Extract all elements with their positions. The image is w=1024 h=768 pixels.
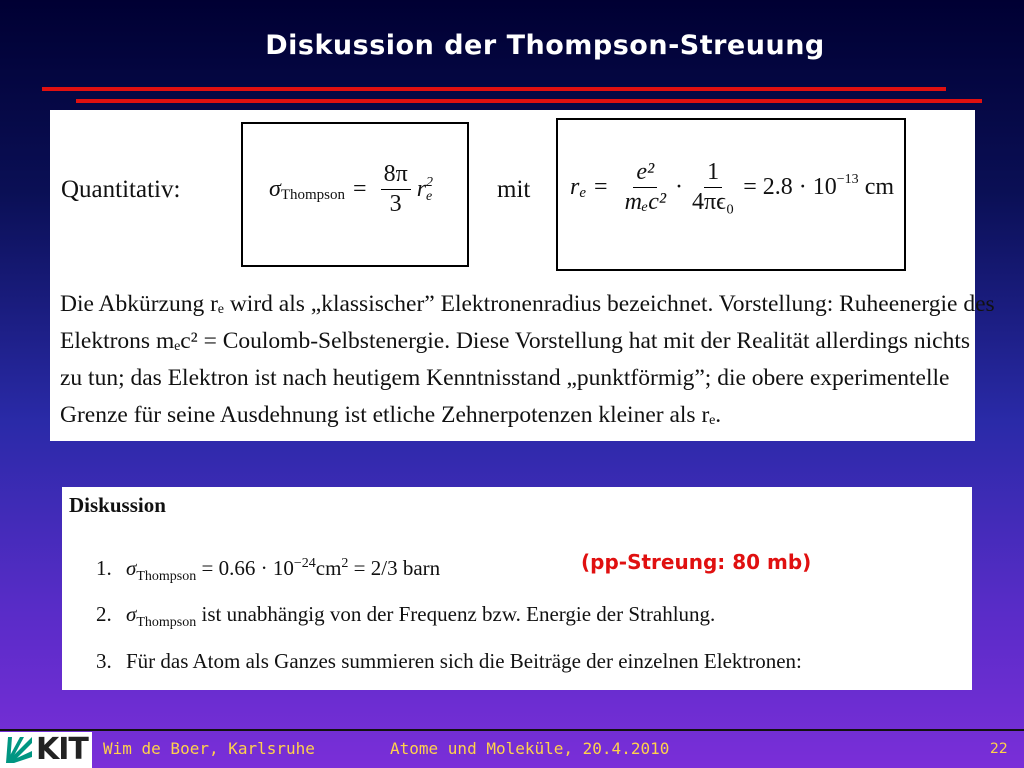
kit-logo-text: KIT (36, 732, 88, 767)
discussion-item-1: 1. $\sigma_{Thompson} = 0.66 \cdot 10^{-24}cm^2 = 2/3$ barn (96, 556, 441, 584)
footer-author: Wim de Boer, Karlsruhe (103, 739, 315, 758)
explanation-paragraph (60, 286, 995, 434)
kit-logo (0, 732, 92, 768)
thompson-formula-box (241, 122, 469, 267)
mit-label: mit (497, 176, 531, 203)
discussion-item-3: 3. Für das Atom als Ganzes summieren sich die Beiträge der einzelnen Elektronen: (96, 649, 802, 673)
title-rule-upper (42, 87, 946, 91)
quantitativ-label: Quantitativ: (61, 176, 181, 203)
discussion-panel (62, 487, 972, 690)
paragraph-line: Die Abkürzung rₑ wird als „klassischer” Elektronenradius bezeichnet. Vorstellung: Ruheenergie des (60, 291, 995, 317)
title-rule-lower (76, 99, 982, 103)
pp-scattering-note: (pp-Streung: 80 mb) (581, 550, 812, 574)
classical-electron-radius-formula: r e = $\frac{\text{e²}}{\text{mₑc²}}$ · $\frac{1}{\text{4πϵ₀}}$ = 2.8 · 10 $^{-13}$ cm (570, 159, 895, 216)
discussion-heading: Diskussion (69, 493, 166, 517)
slide-title: Diskussion der Thompson-Streuung (265, 30, 825, 61)
footer-divider (0, 729, 1024, 731)
paragraph-line: Grenze für seine Ausdehnung ist etliche Zehnerpotenzen kleiner als rₑ. (60, 402, 722, 428)
discussion-item-2: 2. $\sigma_{Thompson}$ ist unabhängig von der Frequenz bzw. Energie der Strahlung. (96, 602, 716, 630)
definition-panel (50, 110, 995, 441)
footer-course: Atome und Moleküle, 20.4.2010 (390, 739, 670, 758)
thompson-cross-section-formula: σ Thompson = $\frac{8\pi}{3}$ r 2 e (269, 161, 434, 218)
kit-logo-icon (4, 735, 34, 765)
paragraph-line: zu tun; das Elektron ist nach heutigem Kenntnisstand „punktförmig”; die obere experimentelle (60, 365, 950, 391)
paragraph-line: Elektrons mₑc² = Coulomb-Selbstenergie. Diese Vorstellung hat mit der Realität allerdings nichts (60, 328, 971, 354)
page-number: 22 (990, 741, 1008, 757)
slide-footer (0, 729, 1024, 768)
electron-radius-box (556, 118, 906, 271)
